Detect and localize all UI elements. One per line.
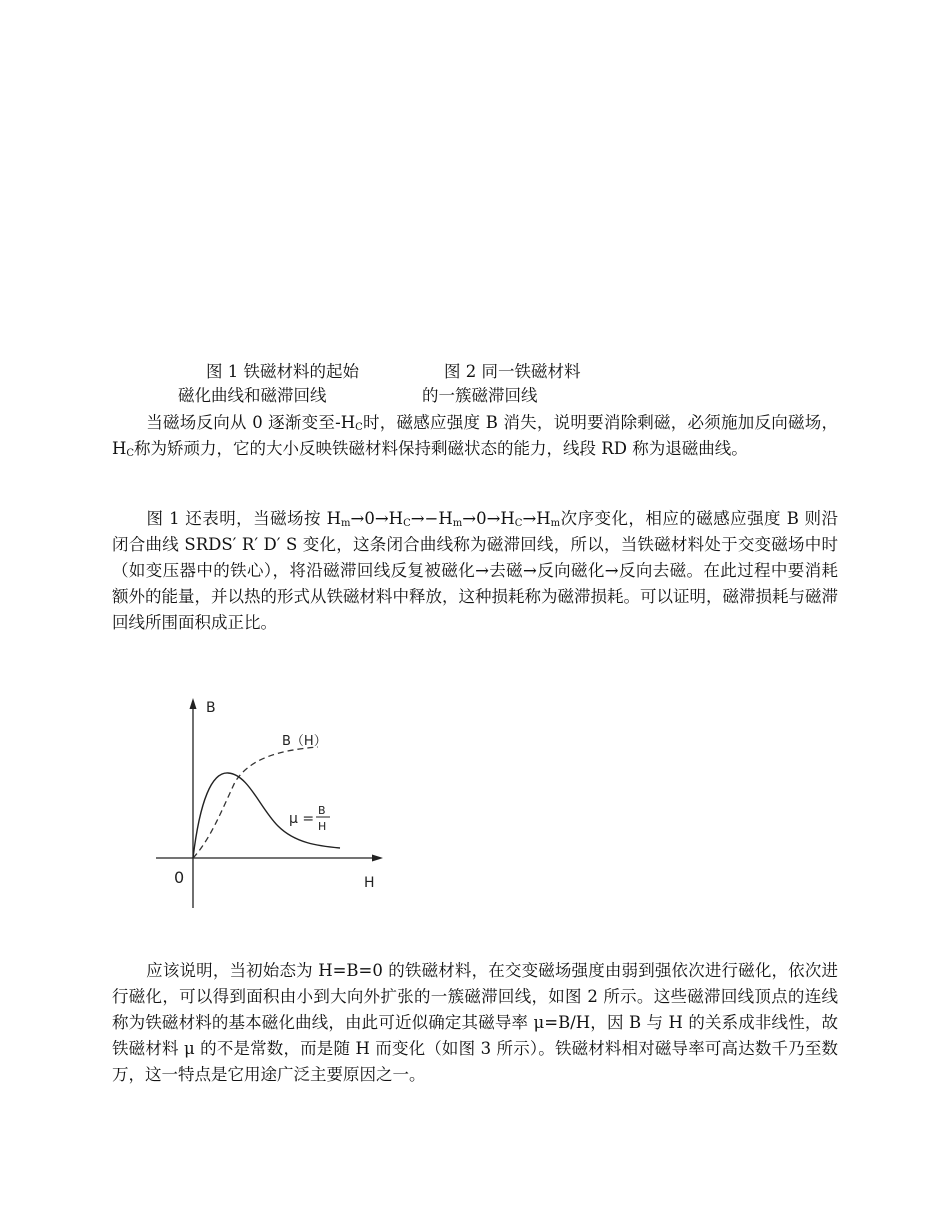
paragraph-coercivity: 当磁场反向从 0 逐渐变至$-H_C$时，磁感应强度 B 消失，说明要消除剩磁，必须施加反向磁场，$H_C$称为矫顽力，它的大小反映铁磁材料保持剩磁状态的能力，线段 RD 称为退磁曲线。 xyxy=(112,413,839,459)
y-axis-label: B xyxy=(206,700,216,716)
y-axis-arrow-icon xyxy=(190,698,197,709)
x-axis-arrow-icon xyxy=(372,855,383,862)
fig2-caption-line2: 的一簇磁滞回线 xyxy=(422,386,538,405)
fig1-caption-line1: 图 1 铁磁材料的起始 xyxy=(206,362,359,381)
origin-label: 0 xyxy=(174,868,185,887)
b-h-curve-label: B（H） xyxy=(282,734,327,749)
mu-label: μ = xyxy=(289,811,315,827)
mu-fraction-numerator: B xyxy=(318,804,326,817)
fig2-caption-line1: 图 2 同一铁磁材料 xyxy=(444,362,581,381)
paragraph-basic-magnetization: 应该说明，当初始态为 H=B=0 的铁磁材料，在交变磁场强度由弱到强依次进行磁化，依次进行磁化，可以得到面积由小到大向外扩张的一簇磁滞回线，如图 2 所示。这些磁滞回线顶点的连线称为铁磁材料的基本磁化曲线，由此可近似确定其磁导率 μ=B/H，因 B 与 H 的关系成非线性，故铁磁材料 μ 的不是常数，而是随 H 而变化（如图 3 所示）。铁磁材料相对磁导率可高达数千乃至数万，这一特点是它用途广泛主要原因之一。 xyxy=(112,961,838,1084)
fig1-caption-line2: 磁化曲线和磁滞回线 xyxy=(178,386,327,405)
paragraph-hysteresis-loop: 图 1 还表明，当磁场按 $H_m\to 0\to H_C\to-H_m\to 0\to H_C\to H_m$次序变化，相应的磁感应强度 B 则沿闭合曲线 SRDS′ R′ D′ S 变化，这条闭合曲线称为磁滞回线，所以，当铁磁材料处于交变磁场中时（如变压器中的铁心），将沿磁滞回线反复被磁化→去磁→反向磁化→反向去磁。在此过程中要消耗额外的能量，并以热的形式从铁磁材料中释放，这种损耗称为磁滞损耗。可以证明，磁滞损耗与磁滞回线所围面积成正比。 xyxy=(112,509,838,632)
mu-fraction-denominator: H xyxy=(318,820,327,833)
b-h-curve xyxy=(193,747,318,858)
x-axis-label: H xyxy=(364,875,375,891)
figure-3-permeability-curve xyxy=(150,690,400,915)
